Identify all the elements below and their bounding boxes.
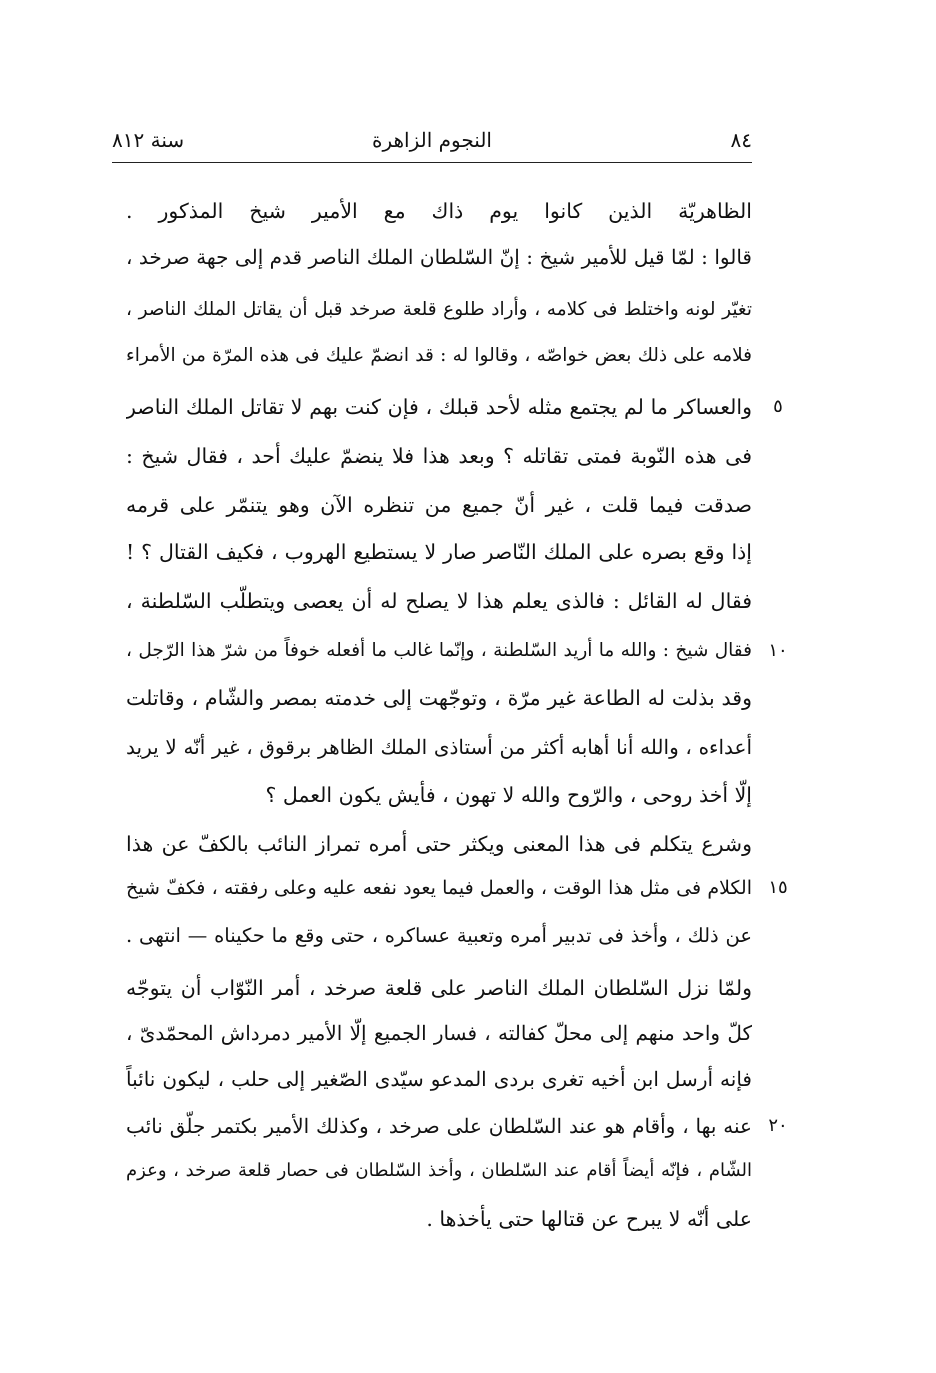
text-line: عنه بها ، وأقام هو عند السّلطان على صرخد ، وكذلك الأمير بكتمر جلّق نائب xyxy=(126,1114,752,1138)
text-line: أعداءه ، والله أنا أهابه أكثر من أستاذى الملك الظاهر برقوق ، غير أنّه لا يريد xyxy=(126,735,752,759)
running-header xyxy=(112,124,752,164)
text-line: فلامه على ذلك بعض خواصّه ، وقالوا له : قد انضمّ عليك فى هذه المرّة من الأمراء xyxy=(126,345,752,366)
text-line: كلّ واحد منهم إلى محلّ كفالته ، فسار الجميع إلّا الأمير دمرداش المحمّدىّ ، xyxy=(126,1021,752,1045)
page-number: ٨٤ xyxy=(730,128,752,152)
text-line: الكلام فى مثل هذا الوقت ، والعمل فيما يعود نفعه عليه وعلى رفقته ، فكفّ شيخ xyxy=(126,877,752,899)
text-line: صدقت فيما قلت ، غير أنّ جميع من تنظره الآن وهو يتنمّر على قرمه xyxy=(126,493,752,517)
text-line: الشّام ، فإنّه أيضاً أقام عند السّلطان ، وأخذ السّلطان فى حصار قلعة صرخد ، وعزم xyxy=(126,1160,752,1181)
line-number-marker: ١٥ xyxy=(768,877,788,898)
text-line: عن ذلك ، وأخذ فى تدبير أمره وتعبية عساكره ، حتى وقع ما حكيناه — انتهى . xyxy=(126,924,752,947)
text-line: إذا وقع بصره على الملك النّاصر صار لا يستطيع الهروب ، فكيف القتال ؟ ! xyxy=(126,540,752,564)
text-line: ولمّا نزل السّلطان الملك الناصر على قلعة صرخد ، أمر النّوّاب أن يتوجّه xyxy=(126,976,752,1000)
text-line: قالوا : لمّا قيل للأمير شيخ : إنّ السّلطان الملك الناصر قدم إلى جهة صرخد ، xyxy=(126,245,752,269)
year-label: سنة ٨١٢ xyxy=(112,128,185,152)
text-line: والعساكر ما لم يجتمع مثله لأحد قبلك ، فإن كنت بهم لا تقاتل الملك الناصر xyxy=(126,395,752,419)
text-line: وشرع يتكلم فى هذا المعنى ويكثر حتى أمره تمراز النائب بالكفّ عن هذا xyxy=(126,832,752,856)
text-line: تغيّر لونه واختلط فى كلامه ، وأراد طلوع قلعة صرخد قبل أن يقاتل الملك الناصر ، xyxy=(126,299,752,320)
line-number-marker: ٥ xyxy=(773,396,783,417)
header-rule xyxy=(112,162,752,163)
text-line: على أنّه لا يبرح عن قتالها حتى يأخذها . xyxy=(426,1207,752,1231)
text-line: فقال له القائل : فالذى يعلم هذا لا يصلح له أن يعصى ويتطلّب السّلطنة ، xyxy=(126,589,752,613)
line-number-marker: ١٠ xyxy=(768,640,788,661)
book-title: النجوم الزاهرة xyxy=(372,128,492,152)
text-line: فإنه أرسل ابن أخيه تغرى بردى المدعو سيّدى الصّغير إلى حلب ، ليكون نائباً xyxy=(126,1067,752,1091)
text-line: الظاهريّة الذين كانوا يوم ذاك مع الأمير شيخ المذكور . xyxy=(126,199,752,223)
text-line: فقال شيخ : والله ما أريد السّلطنة ، وإنّما غالب ما أفعله خوفاً من شرّ هذا الرّجل ، xyxy=(126,640,752,661)
line-number-marker: ٢٠ xyxy=(768,1115,788,1136)
text-line: وقد بذلت له الطاعة غير مرّة ، وتوجّهت إلى خدمته بمصر والشّام ، وقاتلت xyxy=(126,686,752,710)
text-line: فى هذه النّوبة فمتى تقاتله ؟ وبعد هذا فلا ينضمّ عليك أحد ، فقال شيخ : xyxy=(126,444,752,468)
text-line: إلّا أخذ روحى ، والرّوح والله لا تهون ، فأيش يكون العمل ؟ xyxy=(265,783,752,807)
